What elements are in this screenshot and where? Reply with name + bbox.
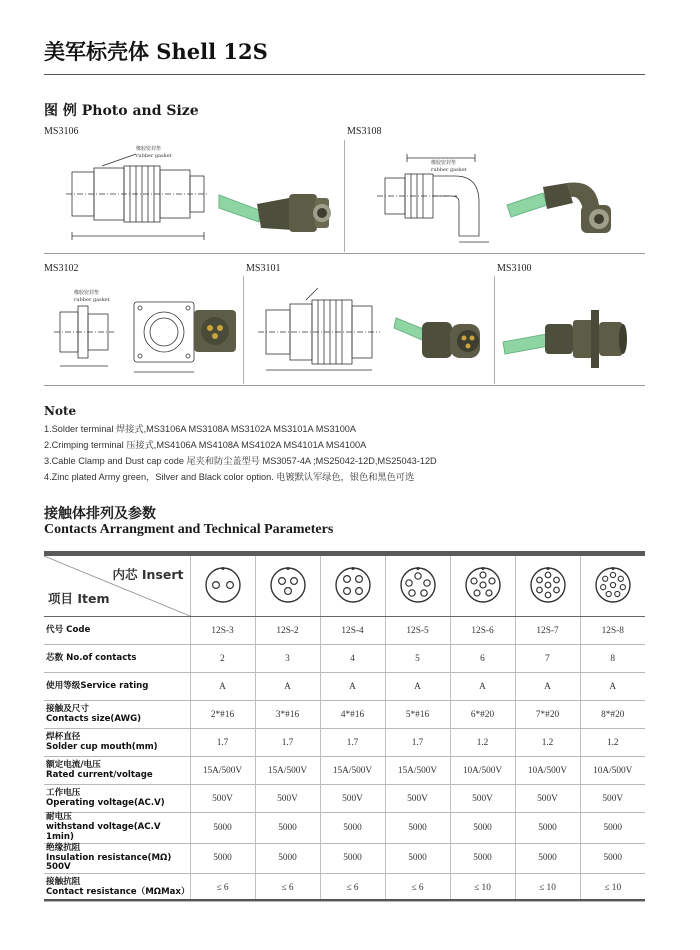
table-cell: 2: [190, 645, 255, 673]
table-cell: 8*#20: [580, 701, 645, 729]
table-cell: ≤ 10: [515, 874, 580, 902]
contacts-title-en: Contacts Arrangment and Technical Parameters: [44, 522, 334, 537]
photo-divider-3: [494, 276, 495, 384]
table-cell: ≤ 6: [255, 874, 320, 902]
table-cell: 7*#20: [515, 701, 580, 729]
ms3108-connector-photo: [507, 182, 611, 233]
note-line-3: 3.Cable Clamp and Dust cap code 尾夹和防尘盖型号 MS3057-4A ;MS25042-12D,MS25043-12D: [44, 456, 437, 466]
insert-12s-3-icon: [203, 565, 243, 605]
table-cell: 10A/500V: [580, 757, 645, 785]
table-cell: 3: [255, 645, 320, 673]
table-cell: 7: [515, 645, 580, 673]
table-cell: 1.2: [580, 729, 645, 757]
table-row-rated-current: [44, 757, 645, 785]
row-label-cn: 接触及尺寸: [46, 703, 89, 714]
header-insert: 内芯 Insert: [112, 567, 184, 582]
table-cell: 5000: [580, 843, 645, 874]
table-cell: 5000: [320, 813, 385, 844]
table-cell: 15A/500V: [385, 757, 450, 785]
table-cell: A: [190, 673, 255, 701]
table-cell: 5: [385, 645, 450, 673]
table-row-solder-cup: [44, 729, 645, 757]
insert-12s-4-icon: [333, 565, 373, 605]
photo-section-title: 图 例 Photo and Size: [44, 103, 199, 119]
table-cell: 1.7: [255, 729, 320, 757]
table-cell: ≤ 6: [385, 874, 450, 902]
ms3106-gasket-cn: 橡胶密封垫: [136, 146, 162, 152]
table-cell: 5000: [190, 843, 255, 874]
table-row-contact-resistance: [44, 874, 645, 902]
row-label: [44, 874, 190, 902]
row-label-en: Rated current/voltage: [46, 769, 153, 780]
row-label: [44, 785, 190, 813]
row-label-cn: 绝缘抗阻: [46, 842, 81, 853]
table-row-withstand-voltage: [44, 813, 645, 844]
table-cell: 5000: [255, 813, 320, 844]
table-cell: ≤ 6: [190, 874, 255, 902]
table-cell: 6: [450, 645, 515, 673]
table-cell: 1.2: [515, 729, 580, 757]
row-label-en: Insulation resistance(MΩ) 500V: [46, 852, 172, 873]
table-cell: 15A/500V: [255, 757, 320, 785]
model-label-ms3101: MS3101: [246, 263, 281, 274]
table-cell: 6*#20: [450, 701, 515, 729]
table-cell: 1.7: [320, 729, 385, 757]
row-label-en: Contact resistance（MΩMax）: [46, 886, 190, 897]
ms3106-gasket-en: rubber gasket: [136, 153, 172, 159]
insert-12s-7-icon: [528, 565, 568, 605]
row-label-en: Solder cup mouth(mm): [46, 741, 158, 752]
table-row-insulation-resistance: [44, 843, 645, 874]
table-cell: A: [515, 673, 580, 701]
model-label-ms3108: MS3108: [347, 126, 382, 137]
ms3108-drawing: [347, 140, 645, 250]
row-divider-1: [44, 253, 645, 254]
table-cell: 15A/500V: [320, 757, 385, 785]
table-cell: 5*#16: [385, 701, 450, 729]
row-label: [44, 701, 190, 729]
table-cell: ≤ 6: [320, 874, 385, 902]
table-cell: 12S-3: [190, 617, 255, 645]
ms3101-drawing: [246, 276, 494, 384]
note-line-2: 2.Crimping terminal 压接式,MS4106A MS4108A MS4102A MS4101A MS4100A: [44, 440, 367, 450]
ms3106-drawing: [44, 140, 344, 250]
table-cell: 10A/500V: [515, 757, 580, 785]
row-label-cn: 耐电压: [46, 812, 72, 822]
table-cell: 500V: [385, 785, 450, 813]
model-label-ms3102: MS3102: [44, 263, 79, 274]
table-cell: 12S-6: [450, 617, 515, 645]
row-label: 代号 Code: [44, 617, 190, 645]
row-label: [44, 757, 190, 785]
row-label-en: withstand voltage(AC.V 1min): [46, 821, 161, 842]
insert-12s-8-icon: [593, 565, 633, 605]
table-cell: 5000: [385, 813, 450, 844]
table-cell: A: [255, 673, 320, 701]
table-cell: 1.7: [190, 729, 255, 757]
photo-divider-2: [243, 276, 244, 384]
table-cell: 500V: [580, 785, 645, 813]
table-cell: 4: [320, 645, 385, 673]
table-cell: 500V: [255, 785, 320, 813]
title-divider: [44, 74, 645, 75]
header-item: 项目 Item: [48, 591, 110, 606]
table-cell: 500V: [320, 785, 385, 813]
note-line-4: 4.Zinc plated Army green，Silver and Black color option. 电镀默认军绿色，银色和黑色可选: [44, 472, 415, 482]
insert-12s-6-icon: [463, 565, 503, 605]
row-label-cn: 额定电流/电压: [46, 759, 101, 770]
table-cell: ≤ 10: [580, 874, 645, 902]
table-row-operating-voltage: [44, 785, 645, 813]
table-cell: 12S-5: [385, 617, 450, 645]
row-label: [44, 729, 190, 757]
table-header-row: [44, 556, 645, 617]
row-label: [44, 843, 190, 874]
table-cell: A: [580, 673, 645, 701]
table-cell: 4*#16: [320, 701, 385, 729]
model-label-ms3106: MS3106: [44, 126, 79, 137]
table-cell: 15A/500V: [190, 757, 255, 785]
table-cell: A: [320, 673, 385, 701]
table-cell: 2*#16: [190, 701, 255, 729]
table-cell: A: [385, 673, 450, 701]
table-row-code: [44, 617, 645, 645]
table-cell: 5000: [385, 843, 450, 874]
table-bottom-bar: [44, 899, 645, 901]
note-line-1: 1.Solder terminal 焊接式,MS3106A MS3108A MS3102A MS3101A MS3100A: [44, 424, 357, 434]
row-label-cn: 焊杯直径: [46, 731, 81, 742]
note-heading: Note: [44, 404, 77, 418]
row-label-en: Operating voltage(AC.V): [46, 797, 165, 808]
ms3108-gasket-en: rubber gasket: [431, 167, 467, 173]
table-cell: 5000: [190, 813, 255, 844]
table-row-contacts: [44, 645, 645, 673]
contacts-title-cn: 接触体排列及参数: [44, 506, 156, 522]
table-cell: 1.7: [385, 729, 450, 757]
table-cell: 10A/500V: [450, 757, 515, 785]
parameters-table: [44, 556, 645, 902]
row-label-en: Contacts size(AWG): [46, 713, 142, 724]
table-cell: 8: [580, 645, 645, 673]
table-cell: 5000: [515, 813, 580, 844]
table-cell: 1.2: [450, 729, 515, 757]
row-label: [44, 813, 190, 844]
row-divider-2: [44, 385, 645, 386]
table-cell: 12S-8: [580, 617, 645, 645]
ms3108-gasket-cn: 橡胶密封垫: [431, 160, 457, 166]
photo-divider-1: [344, 140, 345, 252]
ms3102-gasket-cn: 橡胶密封垫: [74, 290, 100, 296]
table-cell: 500V: [190, 785, 255, 813]
table-row-service-rating: [44, 673, 645, 701]
row-label-cn: 工作电压: [46, 787, 81, 798]
ms3101-connector-photo: [394, 318, 480, 358]
table-cell: 500V: [450, 785, 515, 813]
row-label-cn: 接触抗阻: [46, 876, 81, 887]
ms3100-drawing: [497, 276, 645, 384]
ms3100-connector-photo: [503, 310, 627, 368]
ms3102-drawing: [44, 276, 242, 384]
table-cell: 5000: [450, 843, 515, 874]
table-cell: ≤ 10: [450, 874, 515, 902]
table-cell: 5000: [255, 843, 320, 874]
table-cell: 500V: [515, 785, 580, 813]
table-cell: 5000: [580, 813, 645, 844]
ms3102-gasket-en: rubber gasket: [74, 297, 110, 303]
insert-12s-2-icon: [268, 565, 308, 605]
page-title: 美军标壳体 Shell 12S: [44, 39, 268, 64]
row-label: 使用等级Service rating: [44, 673, 190, 701]
table-cell: 5000: [450, 813, 515, 844]
ms3102-connector-photo: [194, 310, 236, 352]
table-row-contact-size: [44, 701, 645, 729]
insert-12s-5-icon: [398, 565, 438, 605]
model-label-ms3100: MS3100: [497, 263, 532, 274]
table-cell: 3*#16: [255, 701, 320, 729]
row-label: 芯数 No.of contacts: [44, 645, 190, 673]
table-cell: 5000: [515, 843, 580, 874]
table-cell: 12S-4: [320, 617, 385, 645]
table-cell: 5000: [320, 843, 385, 874]
ms3106-connector-photo: [219, 194, 331, 232]
table-cell: 12S-2: [255, 617, 320, 645]
table-cell: A: [450, 673, 515, 701]
table-cell: 12S-7: [515, 617, 580, 645]
